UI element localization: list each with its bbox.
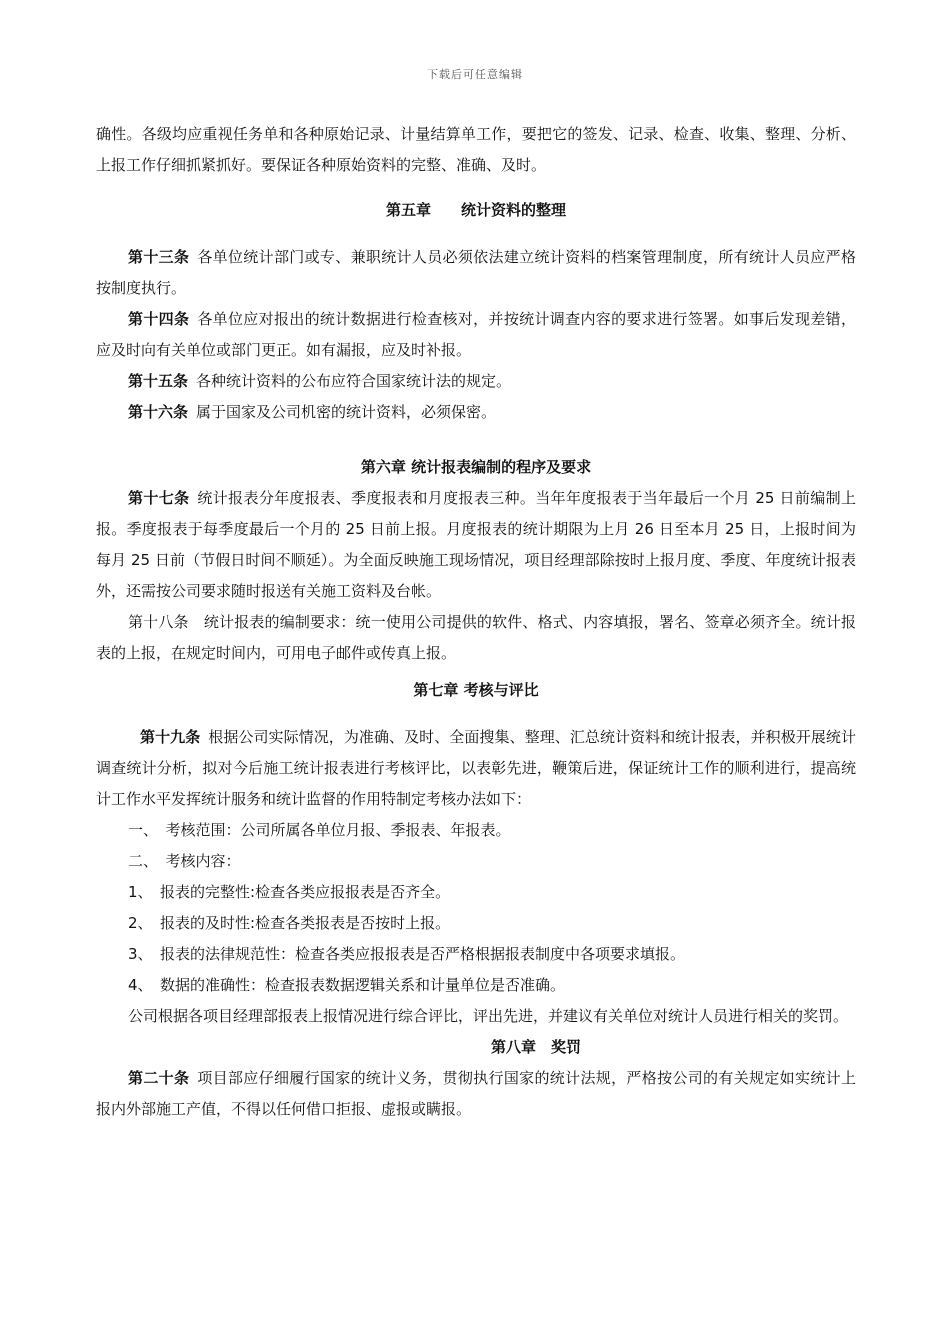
article-14-text: 各单位应对报出的统计数据进行检查核对，并按统计调查内容的要求进行签署。如事后发现差错，应及时向有关单位或部门更正。如有漏报，应及时补报。 <box>96 310 856 359</box>
article-16-text: 属于国家及公司机密的统计资料，必须保密。 <box>196 403 497 421</box>
article-13 <box>96 242 856 304</box>
article-13-text: 各单位统计部门或专、兼职统计人员必须依法建立统计资料的档案管理制度，所有统计人员应严格按制度执行。 <box>96 248 856 297</box>
article-17-text: 统计报表分年度报表、季度报表和月度报表三种。当年年度报表于当年最后一个月 25 日前编制上报。季度报表于每季度最后一个月的 25 日前上报。月度报表的统计期限为上月 26 日至本月 25 日，上报时间为每月 25 日前（节假日时间不顺延）。为全面反映施工现场情况，项目经理部除按时上报月度、季度、年度统计报表外，还需按公司要求随时报送有关施工资料及台帐。 <box>96 489 856 600</box>
chapter-8-title: 第八章 奖罚 <box>490 1038 581 1056</box>
document-body <box>96 119 856 1125</box>
article-15-label: 第十五条 <box>128 372 189 390</box>
article-16 <box>96 397 856 428</box>
article-19-text: 根据公司实际情况，为准确、及时、全面搜集、整理、汇总统计资料和统计报表，并积极开展统计调查统计分析，拟对今后施工统计报表进行考核评比，以表彰先进，鞭策后进，保证统计工作的顺利进行，提高统计工作水平发挥统计服务和统计监督的作用特制定考核办法如下： <box>96 728 856 808</box>
page-header: 下载后可任意编辑 <box>427 68 523 81</box>
article-18: 第十八条 统计报表的编制要求：统一使用公司提供的软件、格式、内容填报，署名、签章必须齐全。统计报表的上报，在规定时间内，可用电子邮件或传真上报。 <box>96 613 856 662</box>
paragraph-evaluation: 公司根据各项目经理部报表上报情况进行综合评比，评出先进，并建议有关单位对统计人员进行相关的奖罚。 <box>128 1007 849 1025</box>
paragraph-continuation: 确性。各级均应重视任务单和各种原始记录、计量结算单工作，要把它的签发、记录、检查、收集、整理、分析、上报工作仔细抓紧抓好。要保证各种原始资料的完整、准确、及时。 <box>96 125 856 174</box>
article-16-label: 第十六条 <box>128 403 189 421</box>
article-14-label: 第十四条 <box>128 310 190 328</box>
article-14 <box>96 304 856 366</box>
list-item: 3、 报表的法律规范性：检查各类应报报表是否严格根据报表制度中各项要求填报。 <box>128 945 686 963</box>
article-19-label: 第十九条 <box>140 728 201 746</box>
list-item: 一、 考核范围：公司所属各单位月报、季报表、年报表。 <box>128 821 511 839</box>
article-20 <box>96 1063 856 1125</box>
article-15-text: 各种统计资料的公布应符合国家统计法的规定。 <box>196 372 512 390</box>
chapter-7-title: 第七章 考核与评比 <box>413 681 539 699</box>
article-15 <box>96 366 856 397</box>
article-17 <box>96 483 856 607</box>
list-item: 二、 考核内容： <box>128 852 241 870</box>
list-item: 1、 报表的完整性:检查各类应报报表是否齐全。 <box>128 883 451 901</box>
chapter-5-title: 第五章 统计资料的整理 <box>385 201 566 219</box>
article-17-label: 第十七条 <box>128 489 190 507</box>
list-item: 4、 数据的准确性：检查报表数据逻辑关系和计量单位是否准确。 <box>128 976 566 994</box>
article-19 <box>96 722 856 815</box>
chapter-6-title: 第六章 统计报表编制的程序及要求 <box>360 458 592 476</box>
article-20-text: 项目部应仔细履行国家的统计义务，贯彻执行国家的统计法规，严格按公司的有关规定如实统计上报内外部施工产值，不得以任何借口拒报、虚报或瞒报。 <box>96 1069 856 1118</box>
article-13-label: 第十三条 <box>128 248 190 266</box>
list-item: 2、 报表的及时性:检查各类报表是否按时上报。 <box>128 914 451 932</box>
spacer <box>96 428 856 452</box>
article-20-label: 第二十条 <box>128 1069 190 1087</box>
